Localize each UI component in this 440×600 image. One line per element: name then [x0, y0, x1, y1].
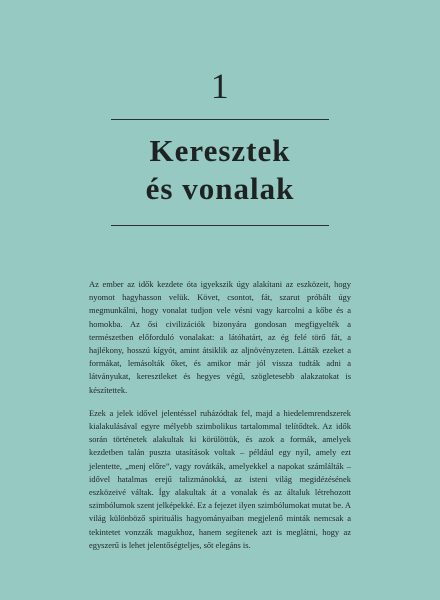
chapter-number: 1: [210, 66, 230, 106]
chapter-body: [89, 278, 351, 562]
chapter-title-line-2: és vonalak: [145, 171, 295, 206]
chapter-title-line-1: Keresztek: [149, 133, 291, 168]
top-divider: [111, 119, 329, 120]
bottom-divider: [111, 225, 329, 226]
body-paragraph-2: Ezek a jelek idővel jelentéssel ruházódtak fel, majd a hiedelemrendszerek kialakulásával egyre mélyebb szimbolikus tartalommal telítődtek. Az idők során történetek alakultak ki körülöttük, és azok a formák, amelyek kezdetben talán puszta utasítások voltak – például egy nyíl, amely ezt jelentette, „menj előre”, vagy rovátkák, amelyekkel a napokat számlálták – idővel hatalmas erejű talizmánokká, az isteni világ megidézésének eszközeivé váltak. Így alakultak át a vonalak és az általuk létrehozott szimbólumok szent jelképekké. Ez a fejezet ilyen szimbólumokat mutat be. A világ különböző spirituális hagyományaiban megjelenő minták nemcsak a tekintetet vonzzák magukhoz, hanem segítenek azt is meglátni, hogy az egyszerű is lehet jelentőségteljes, sőt elegáns is.: [89, 407, 351, 550]
chapter-title: [0, 132, 440, 208]
body-paragraph-1: Az ember az idők kezdete óta igyekszik úgy alakítani az eszközeit, hogy nyomot hagyhasson velük. Követ, csontot, fát, szarut próbált úgy megmunkálni, hogy vonalat tudjon vele vésni vagy karcolni a kőbe és a homokba. Az ősi civilizációk bizonyára gondosan megfigyelték a természetben előforduló vonalakat: a látóhatárt, az ég felé törő fát, a hajlékony, hosszú kígyót, amint átsiklik az aljnövényzeten. Látták ezeket a formákat, lemásolták őket, és amikor már jól vissza tudták adni a látványukat, keresztleket és hegyes végű, szögletesebb alakzatokat is készítettek.: [89, 279, 351, 395]
